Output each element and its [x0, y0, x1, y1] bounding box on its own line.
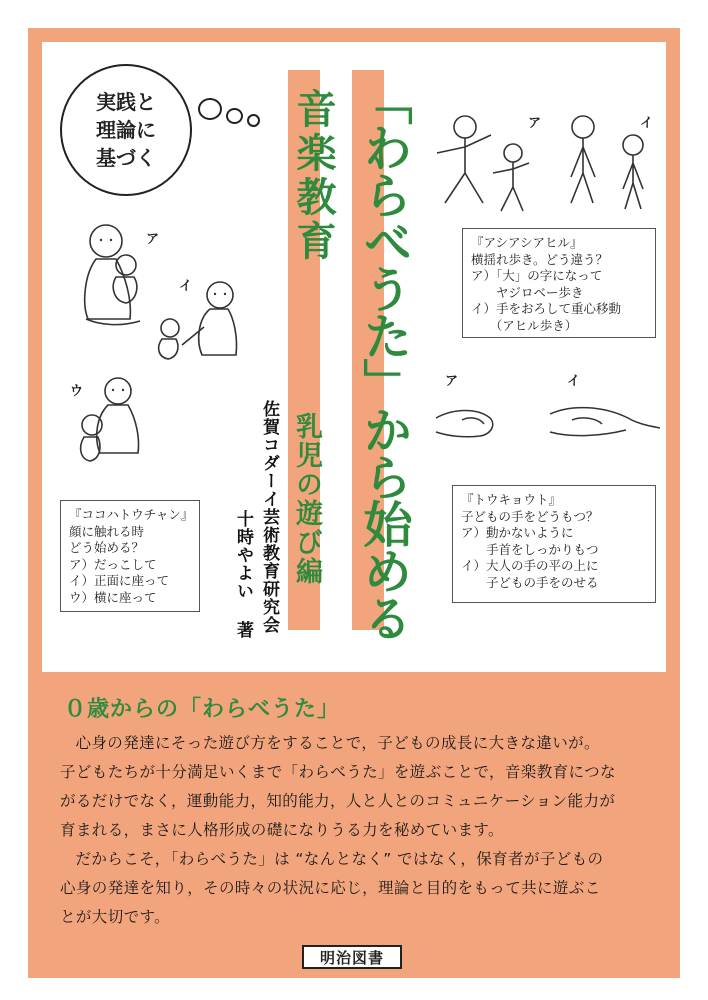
caption-line: イ）正面に座って [69, 573, 170, 588]
description-paragraph [60, 729, 680, 932]
description-line: がるだけでなく，運動能力，知的能力，人と人とのコミュニケーション能力が [60, 792, 616, 810]
hands-illustration [432, 390, 662, 460]
label-a-hands: ア [445, 374, 459, 389]
caption-line: 手首をしっかりもつ [461, 541, 599, 557]
caption-line: 『ココハトウチャン』 [69, 507, 194, 522]
caption-line: （アヒル歩き） [471, 317, 578, 333]
description-heading: ０歳からの「わらべうた」 [64, 697, 341, 722]
description-line: 育まれる，まさに人格形成の礎になりうる力を秘めています。 [60, 821, 504, 839]
book-title: 「わらべうた」から始める [356, 76, 413, 640]
thought-line-3: 基づく [96, 146, 156, 170]
caption-ashiashi-ahiru [462, 228, 656, 338]
label-a-left: ア [146, 232, 160, 247]
caption-line: 子どもの手をのせる [461, 574, 599, 590]
author-organization: 佐賀コダーイ芸術教育研究会 [259, 400, 279, 634]
caption-line: ヤジロベー歩き [471, 284, 584, 300]
label-i-left: イ [179, 279, 193, 294]
caption-line: どう始める？ [69, 540, 145, 555]
book-subject: 音楽教育 [290, 88, 336, 264]
thought-line-1: 実践と [96, 90, 156, 114]
book-subtitle: 乳児の遊び編 [291, 412, 322, 586]
label-u-left: ウ [70, 384, 84, 399]
caption-line: 『アシアシアヒル』 [471, 235, 583, 250]
thought-line-2: 理論に [96, 118, 156, 142]
caption-kokohatouchan [60, 500, 200, 612]
caption-line: イ）手をおろして重心移動 [471, 301, 622, 316]
caption-line: イ）大人の手の平の上に [461, 558, 599, 573]
caption-line: 横揺れ歩き。どう違う？ [471, 251, 609, 267]
caption-line: 子どもの手をどうもつ？ [461, 508, 599, 524]
description-line: 心身の発達を知り，その時々の状況に応じ，理論と目的をもって共に遊ぶこ [60, 879, 601, 897]
description-line: とが大切です。 [60, 908, 171, 926]
label-a-top-right: ア [528, 116, 542, 131]
holding-baby-illustrations [70, 215, 250, 475]
thought-dot-large [198, 98, 222, 120]
thought-bubble [60, 64, 192, 196]
caption-line: ア）「大」の字になって [471, 268, 603, 283]
thought-dot-medium [226, 108, 243, 124]
publisher-logo: 明治図書 [302, 945, 402, 969]
caption-line: ア）動かないように [461, 525, 574, 540]
caption-toukyouto [452, 485, 656, 603]
caption-line: 『トウキョウト』 [461, 492, 562, 507]
description-line: 心身の発達にそった遊び方をすることで，子どもの成長に大きな違いが。 [75, 734, 600, 752]
thought-dot-small [247, 114, 260, 127]
description-line: だからこそ，「わらべうた」は “なんとなく” ではなく，保育者が子どもの [75, 850, 604, 868]
label-i-top-right: イ [640, 116, 654, 131]
author-person: 十時やよい 著 [233, 510, 253, 639]
caption-line: ウ）横に座って [69, 589, 157, 605]
label-i-hands: イ [567, 374, 581, 389]
description-line: 子どもたちが十分満足いくまで「わらべうた」を遊ぶことで，音楽教育につな [60, 763, 616, 781]
caption-line: ア）だっこして [69, 556, 157, 572]
caption-line: 顔に触れる時 [69, 523, 145, 539]
description-area [60, 692, 680, 932]
